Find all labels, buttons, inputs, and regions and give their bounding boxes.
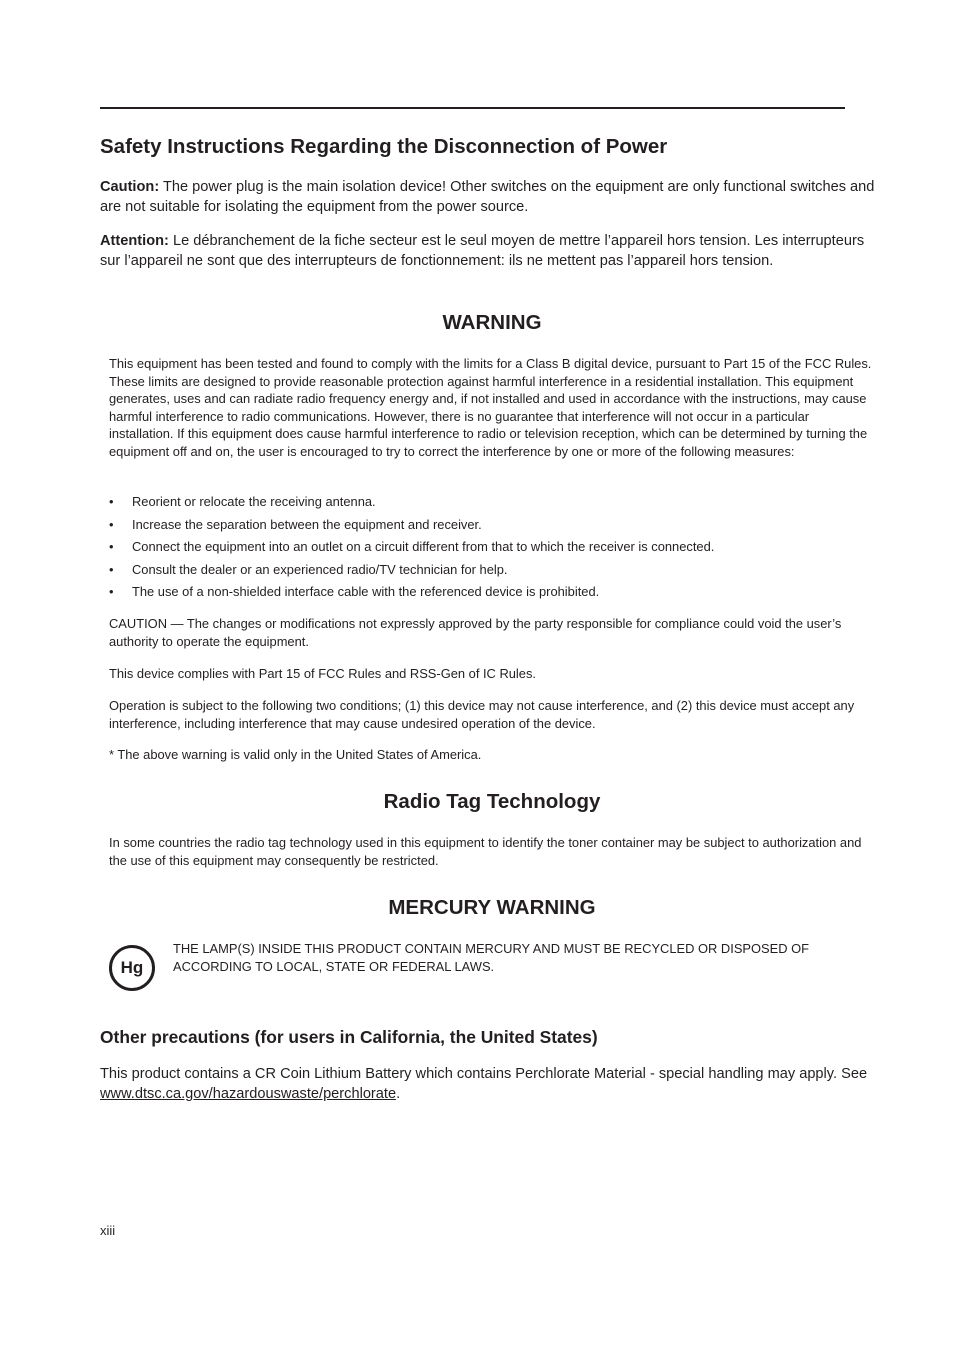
- list-item: [109, 537, 877, 560]
- page-number: xiii: [100, 1223, 116, 1238]
- bullet-icon: •: [109, 516, 114, 532]
- bullet-icon: •: [109, 561, 114, 577]
- list-item: [109, 582, 877, 605]
- measure-text: Increase the separation between the equipment and receiver.: [132, 516, 482, 532]
- fcc-caution: [109, 615, 877, 650]
- mercury-heading: MERCURY WARNING: [388, 896, 596, 919]
- list-item: [109, 560, 877, 583]
- fcc-operation: Operation is subject to the following two conditions; (1) this device may not cause interference, and (2) this device must accept any interference, including interference that may cause undesired operation of the device.: [109, 698, 855, 731]
- radio-tag-heading: Radio Tag Technology: [383, 790, 601, 813]
- mercury-hg-icon: Hg: [109, 945, 155, 991]
- caution-paragraph: [100, 178, 880, 217]
- fcc-caution-text: The changes or modifications not expressly approved by the party responsible for compliance could void the user’s authority to operate the equipment.: [109, 616, 842, 649]
- caution-text: The power plug is the main isolation device! Other switches on the equipment are only functional switches and are not suitable for isolating the equipment from the power source.: [100, 179, 875, 215]
- fcc-footnote: * The above warning is valid only in the United States of America.: [109, 747, 482, 762]
- list-item: [109, 515, 877, 538]
- other-precautions-text: [100, 1065, 880, 1104]
- top-divider: [100, 107, 845, 109]
- radio-tag-text: In some countries the radio tag technology used in this equipment to identify the toner container may be subject to authorization and the use of this equipment may consequently be restricted.: [109, 835, 862, 868]
- perchlorate-period: .: [396, 1085, 401, 1102]
- list-item: [109, 492, 877, 515]
- safety-heading: Safety Instructions Regarding the Disconnection of Power: [100, 135, 668, 158]
- attention-label: Attention:: [100, 233, 169, 249]
- perchlorate-text: This product contains a CR Coin Lithium Battery which contains Perchlorate Material - special handling may apply. See: [100, 1066, 868, 1082]
- fcc-caution-label: CAUTION —: [109, 616, 184, 631]
- fcc-intro: This equipment has been tested and found to comply with the limits for a Class B digital device, pursuant to Part 15 of the FCC Rules. These limits are designed to provide reasonable protection against harmful interference in a residential installation. This equipment generates, uses and can radiate radio frequency energy and, if not installed and used in accordance with the instructions, may cause harmful interference to radio communications. However, there is no guarantee that interference will not occur in a particular installation. If this equipment does cause harmful interference to radio or television reception, which can be determined by turning the equipment off and on, the user is encouraged to try to correct the interference by one or more of the following measures:: [109, 356, 872, 459]
- warning-heading: WARNING: [442, 311, 542, 334]
- measure-text: Consult the dealer or an experienced radio/TV technician for help.: [132, 561, 508, 577]
- other-precautions-heading: Other precautions (for users in California, the United States): [100, 1027, 598, 1047]
- perchlorate-link[interactable]: www.dtsc.ca.gov/hazardouswaste/perchlorate: [100, 1085, 397, 1102]
- caution-label: Caution:: [100, 179, 160, 195]
- attention-paragraph: [100, 232, 880, 271]
- bullet-icon: •: [109, 494, 114, 509]
- fcc-compliance: This device complies with Part 15 of FCC Rules and RSS-Gen of IC Rules.: [109, 666, 536, 681]
- measure-text: Connect the equipment into an outlet on a circuit different from that to which the receiver is connected.: [132, 539, 715, 554]
- bullet-icon: •: [109, 584, 114, 599]
- measure-text: The use of a non-shielded interface cable with the referenced device is prohibited.: [132, 584, 600, 599]
- measures-list: [109, 492, 877, 605]
- mercury-text: THE LAMP(S) INSIDE THIS PRODUCT CONTAIN MERCURY AND MUST BE RECYCLED OR DISPOSED OF ACCORDING TO LOCAL, STATE OR FEDERAL LAWS.: [173, 941, 810, 974]
- measure-text: Reorient or relocate the receiving antenna.: [132, 494, 376, 509]
- attention-text: Le débranchement de la fiche secteur est le seul moyen de mettre l’appareil hors tension. Les interrupteurs sur l’appareil ne sont que des interrupteurs de fonctionnement: ils ne mettent pas l’appareil hors tension.: [100, 233, 865, 269]
- bullet-icon: •: [109, 539, 114, 554]
